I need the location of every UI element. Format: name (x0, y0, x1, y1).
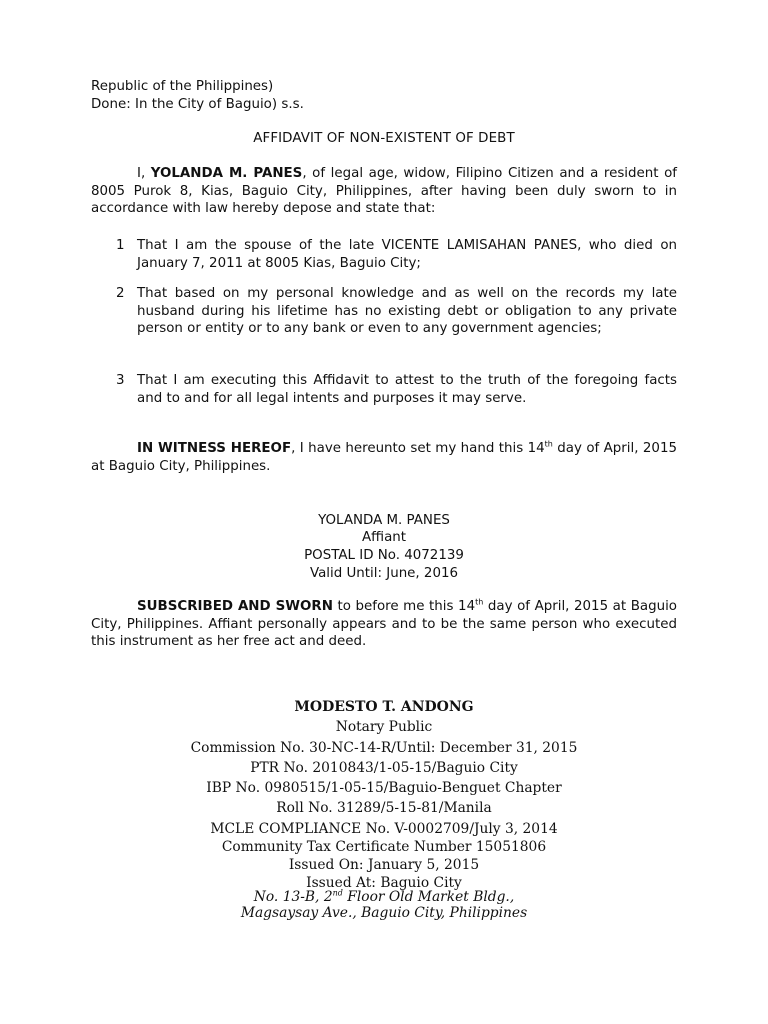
affiant-id-validity: Valid Until: June, 2016 (309, 566, 459, 581)
notary-ibp: IBP No. 0980515/1-05-15/Baguio-Benguet Chapter (206, 780, 562, 797)
notary-mcle: MCLE COMPLIANCE No. V-0002709/July 3, 2014 (210, 820, 558, 837)
subscribed-text-1: to before me this 14 (332, 599, 476, 614)
list-item-text: That I am executing this Affidavit to attest to the truth of the foregoing facts and to and for all legal intents and purposes it may serve. (137, 373, 677, 406)
intro-prefix: I, (137, 166, 151, 181)
intro-paragraph (91, 165, 677, 218)
document-title: AFFIDAVIT OF NON-EXISTENT OF DEBT (253, 131, 515, 146)
notary-address-line-2: Magsaysay Ave., Baguio City, Philippines (240, 904, 528, 921)
affiant-name-inline: YOLANDA M. PANES (150, 166, 303, 181)
subscribed-ordinal: th (475, 597, 484, 607)
intro-rest: , of legal age, widow, Filipino Citizen and a resident of 8005 Purok 8, Kias, Baguio City, Philippines, after having been duly sworn to in accordance with law hereby depose and state that: (91, 166, 677, 217)
witness-text-1: , I have hereunto set my hand this 14 (291, 441, 545, 456)
affiant-id: POSTAL ID No. 4072139 (304, 548, 464, 563)
list-item (116, 285, 677, 338)
affiant-name: YOLANDA M. PANES (318, 513, 450, 528)
notary-name: MODESTO T. ANDONG (294, 699, 474, 715)
list-item-text: That I am the spouse of the late VICENTE LAMISAHAN PANES, who died on January 7, 2011 at 8005 Kias, Baguio City; (137, 238, 677, 271)
notary-roll: Roll No. 31289/5-15-81/Manila (276, 800, 492, 817)
subscribed-heading: SUBSCRIBED AND SWORN (137, 599, 333, 614)
notary-commission: Commission No. 30-NC-14-R/Until: December 31, 2015 (190, 739, 578, 756)
notary-block (0, 697, 768, 921)
list-item (116, 237, 677, 272)
venue-line-2: Done: In the City of Baguio) s.s. (91, 97, 304, 112)
witness-ordinal: th (544, 439, 553, 449)
list-item (116, 372, 677, 407)
list-item-number: 3 (116, 373, 125, 388)
witness-heading: IN WITNESS HEREOF (137, 441, 292, 456)
address-ordinal: nd (332, 888, 343, 898)
subscribed-text-2: day of April, 2015 at Baguio City, Philippines. Affiant personally appears and to be the same person who executed this instrument as her free act and deed. (91, 599, 677, 650)
notary-issued-on: Issued On: January 5, 2015 (288, 856, 480, 873)
venue-line-1: Republic of the Philippines) (91, 79, 274, 94)
notary-issued-at: Issued At: Baguio City (306, 874, 462, 891)
witness-paragraph (91, 440, 677, 475)
notary-ptr: PTR No. 2010843/1-05-15/Baguio City (250, 759, 518, 776)
list-item-text: That based on my personal knowledge and as well on the records my late husband during his lifetime has no existing debt or obligation to any private person or entity or to any bank or even to any government agencies; (137, 286, 677, 337)
affiant-role: Affiant (361, 530, 407, 545)
witness-text-2: day of April, 2015 at Baguio City, Philippines. (91, 441, 677, 474)
list-item-number: 2 (116, 286, 125, 301)
address-post: Floor Old Market Bldg., (342, 888, 515, 905)
address-pre: No. 13-B, 2 (253, 888, 333, 905)
list-item-number: 1 (116, 238, 125, 253)
notary-ctc: Community Tax Certificate Number 15051806 (221, 838, 547, 855)
notary-title: Notary Public (335, 719, 433, 736)
notary-address-line-1 (0, 889, 768, 905)
subscribed-paragraph (91, 598, 677, 651)
